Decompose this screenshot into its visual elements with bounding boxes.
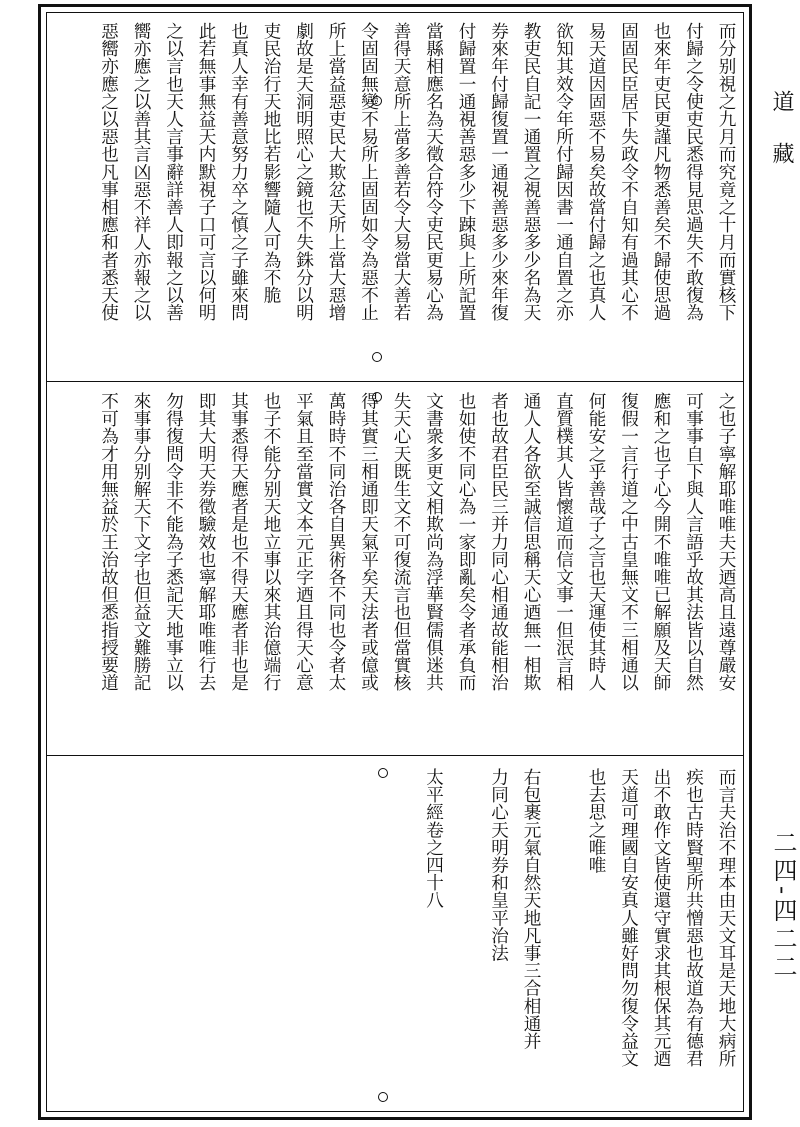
text-column: 平氣且至當實文本元正字迺且得天心意 — [293, 392, 314, 692]
text-column: 即其大明天券徵驗效也寧解耶唯唯行去 — [196, 392, 216, 692]
text-column: 出不敢作文皆使還守實求其根保其元迺 — [651, 768, 671, 1068]
text-column: 直質樸其人皆懷道而信文事一但泯言相 — [553, 392, 574, 692]
text-column: 失天心天既生文不可復流言也但當實核 — [391, 392, 411, 692]
text-column: 也真人幸有善意努力卒之慎之子雖來問 — [228, 22, 249, 322]
punctuation-circle — [372, 352, 382, 362]
text-column: 力同心天明券和皇平治法 — [488, 768, 509, 962]
text-column: 固固民臣居下失政令不自知有過其心不 — [618, 22, 639, 322]
text-column: 勿得復問令非不能為子悉記天地事立以 — [163, 392, 184, 692]
punctuation-circle — [378, 1092, 388, 1102]
text-column: 欲知其效令年所付歸因書一通自置之亦 — [553, 22, 574, 322]
text-column: 何能安之乎善哉子之言也天運使其時人 — [586, 392, 606, 692]
text-column: 之以言也天人言事辭詳善人即報之以善 — [163, 22, 184, 322]
text-column: 吏民治行天地比若影響隨人可為不脆 — [261, 22, 281, 304]
text-column: 券來年付歸復置一通視善惡多少來年復 — [488, 22, 509, 322]
section-divider-2 — [47, 755, 743, 756]
text-column: 此若無事無益天内默視子口可言以何明 — [196, 22, 216, 322]
text-column — [547, 768, 580, 1098]
text-column: 劇故是天洞明照心之鏡也不失銖分以明 — [293, 22, 314, 322]
punctuation-circle — [372, 96, 382, 106]
text-column: 付歸置一通視善惡多少下踈與上所記置 — [456, 22, 476, 322]
text-column: 通人人各欲至誠信思稱天心迺無一相欺 — [521, 392, 541, 692]
text-column: 天道可理國自安真人雖好問勿復令益文 — [618, 768, 639, 1068]
punctuation-circle — [372, 392, 382, 402]
book-title: 道藏 — [769, 90, 794, 194]
text-column: 也去思之唯唯 — [586, 768, 606, 874]
text-column: 也來年吏民更謹凡物悉善矣不歸使思過 — [651, 22, 671, 322]
text-column: 令固固無變不易所上固固如令為惡不止 — [358, 22, 379, 322]
text-column: 來事事分别解天下文字也但益文難勝記 — [131, 392, 151, 692]
text-column: 應和之也子心今開不唯唯已解願及天師 — [651, 392, 671, 692]
text-column: 其事悉得天應者是也不得天應者非也是 — [228, 392, 249, 692]
page-number: 二四-四二二 — [769, 830, 797, 983]
text-column: 而分别視之九月而究竟之十月而實核下 — [716, 22, 736, 322]
text-column: 也如使不同心為一家即亂矣令者承負而 — [456, 392, 476, 692]
text-column — [450, 768, 483, 1098]
text-column: 萬時時不同治各自異術各不同也令者太 — [326, 392, 346, 692]
text-column: 疾也古時賢聖所共憎惡也故道為有德君 — [683, 768, 704, 1068]
text-column: 不可為才用無益於王治故但悉指授要道 — [98, 392, 119, 692]
text-column: 之也子寧解耶唯唯夫天迺高且遠尊嚴安 — [716, 392, 736, 692]
text-column: 易天道因固惡不易矣故當付歸之也真人 — [586, 22, 606, 322]
text-column: 惡嚮亦應之以惡也凡事相應和者悉天使 — [98, 22, 119, 322]
text-column: 復假一言行道之中古皇無文不三相通以 — [618, 392, 639, 692]
text-column: 付歸之令使吏民悉得見思過失不敢復為 — [683, 22, 704, 322]
text-column: 太平經卷之四十八 — [423, 768, 444, 909]
text-column: 所上當益惡吏民大欺忿天所上當大惡增 — [326, 22, 346, 322]
punctuation-circle — [378, 768, 388, 778]
text-column: 嚮亦應之以善其言凶惡不祥人亦報之以 — [131, 22, 151, 322]
section-divider-1 — [47, 381, 743, 382]
text-column: 當縣相應名為天徵合符令吏民更易心為 — [423, 22, 444, 322]
text-column: 文書衆多更文相欺尚為浮華賢儒俱迷共 — [423, 392, 444, 692]
text-column: 者也故君臣民三并力同心相通故能相治 — [488, 392, 509, 692]
text-column: 而言夫治不理本由天文耳是天地大病所 — [716, 768, 736, 1068]
text-column: 右包裹元氣自然天地凡事三合相通并 — [521, 768, 541, 1050]
text-column: 得其實三相通即天氣平矣天法者或億或 — [358, 392, 379, 692]
text-column: 教吏民自記一通置之視善惡多少名為天 — [521, 22, 541, 322]
text-column: 可事事自下與人言語乎故其法皆以自然 — [683, 392, 704, 692]
text-column: 善得天意所上當多善若令大易當大善若 — [391, 22, 411, 322]
text-column: 也子不能分别天地立事以來其治億端行 — [261, 392, 281, 692]
